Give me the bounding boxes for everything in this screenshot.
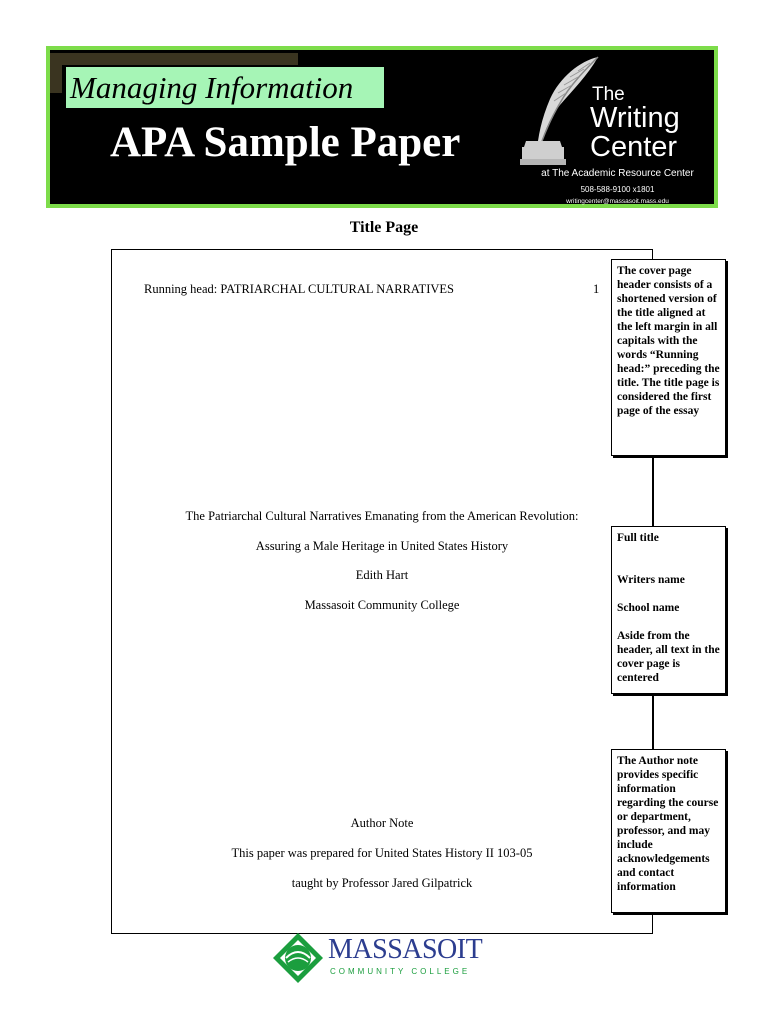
quill-inkwell-icon (520, 55, 600, 167)
banner-title: APA Sample Paper (110, 119, 461, 166)
massasoit-diamond-logo-icon (272, 932, 324, 984)
section-heading: Title Page (349, 219, 419, 236)
logo-writing: Writing (590, 102, 680, 134)
writing-center-logo (520, 55, 715, 207)
author-name: Edith Hart (355, 568, 409, 582)
banner-subtitle: Managing Information (66, 67, 384, 108)
callout-running-head-text: The cover page header consists of a shortened version of the title aligned at the left margin in all capitals with the words “Running head:” preceding the title. The title page is considered the first page of the essay (617, 265, 720, 417)
callout-school-name: School name (617, 602, 680, 614)
logo-the: The (592, 84, 625, 105)
massasoit-logo (272, 932, 483, 984)
callout-connector-2 (653, 694, 654, 749)
running-head: Running head: PATRIARCHAL CULTURAL NARRATIVES (144, 282, 454, 296)
logo-tagline: at The Academic Resource Center (541, 168, 694, 179)
logo-email: writingcenter@massasoit.mass.edu (566, 198, 669, 205)
paper-title-line-2: Assuring a Male Heritage in United States History (255, 539, 509, 553)
callout-centered: Aside from the header, all text in the cover page is centered (617, 630, 720, 684)
paper-title-line-1: The Patriarchal Cultural Narratives Emanating from the American Revolution: (185, 509, 579, 523)
sample-paper-page (111, 249, 653, 934)
author-note-line-2: taught by Professor Jared Gilpatrick (291, 876, 473, 890)
logo-phone: 508-588-9100 x1801 (580, 185, 655, 194)
header-banner (46, 46, 718, 208)
banner-accent-bar (50, 53, 298, 65)
school-name: Massasoit Community College (304, 598, 460, 612)
massasoit-subtitle: COMMUNITY COLLEGE (330, 967, 471, 976)
logo-center: Center (590, 131, 678, 163)
callout-running-head (611, 259, 726, 456)
author-note-line-1: This paper was prepared for United States History II 103-05 (231, 846, 533, 860)
author-note-heading: Author Note (350, 816, 414, 830)
callout-writers-name: Writers name (617, 574, 685, 586)
banner-accent-bar-side (50, 53, 62, 93)
callout-centered-text (611, 526, 726, 694)
callout-full-title: Full title (617, 532, 659, 544)
callout-author-note (611, 749, 726, 913)
massasoit-name: MASSASOIT (328, 934, 483, 965)
page-number: 1 (593, 282, 600, 296)
callout-connector-1 (653, 456, 654, 526)
callout-author-note-text: The Author note provides specific information regarding the course or department, professor, and may include acknowledgements and contact information (617, 755, 719, 893)
